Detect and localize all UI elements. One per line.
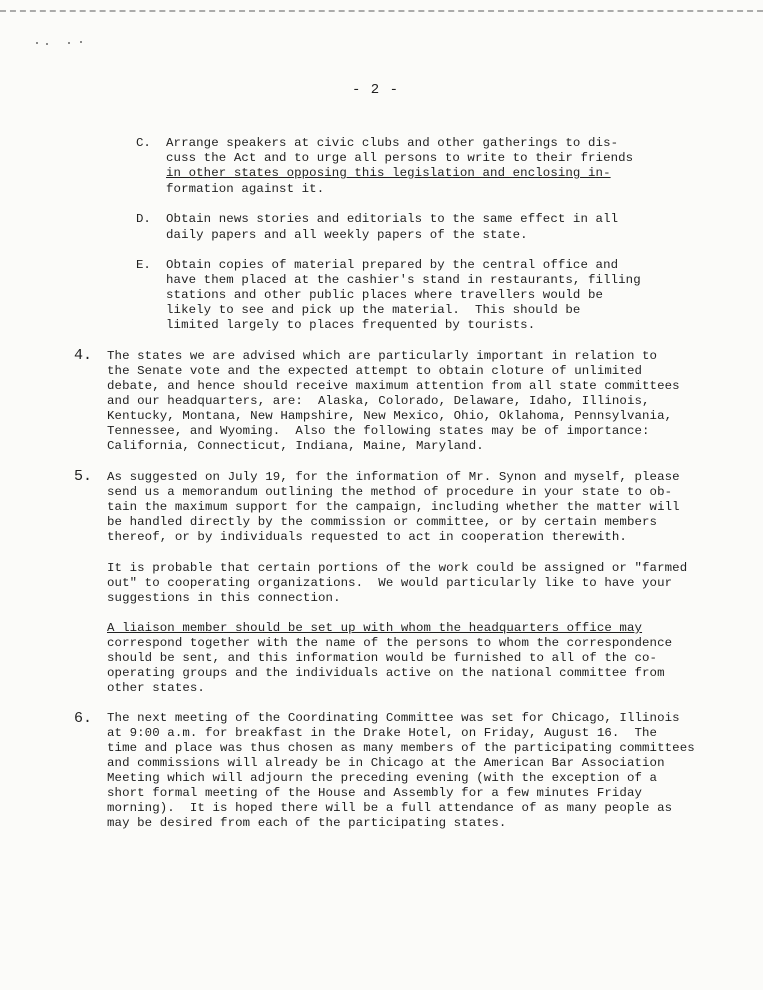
text-line: may be desired from each of the participating states. [107,816,507,830]
text-line: in other states opposing this legislation and enclosing in- [166,166,611,180]
text-line: have them placed at the cashier's stand in restaurants, filling [166,273,641,287]
text-line: Obtain news stories and editorials to the same effect in all [166,212,619,226]
text-line: limited largely to places frequented by tourists. [166,318,536,332]
text-line: It is probable that certain portions of the work could be assigned or "farmed [107,561,688,575]
text-line: send us a memorandum outlining the method of procedure in your state to ob- [107,485,673,499]
scan-speck [68,42,70,44]
scan-speck [80,41,82,43]
text-line: tain the maximum support for the campaign, including whether the matter will [107,500,680,514]
text-line: stations and other public places where travellers would be [166,288,604,302]
scan-speck [46,43,48,45]
text-line: Obtain copies of material prepared by the central office and [166,258,619,272]
item-number: 5. [74,468,93,485]
text-line: the Senate vote and the expected attempt to obtain cloture of unlimited [107,364,643,378]
item-marker: D. [136,212,151,226]
text-line: cuss the Act and to urge all persons to write to their friends [166,151,634,165]
text-line: correspond together with the name of the persons to whom the correspondence [107,636,673,650]
text-line: debate, and hence should receive maximum attention from all state committees [107,379,680,393]
text-line: likely to see and pick up the material. This should be [166,303,581,317]
text-line: suggestions in this connection. [107,591,341,605]
text-line: time and place was thus chosen as many members of the participating committees [107,741,695,755]
page-number: - 2 - [352,82,400,98]
text-line: Arrange speakers at civic clubs and other gatherings to dis- [166,136,619,150]
item-marker: E. [136,258,151,272]
text-line: and our headquarters, are: Alaska, Colorado, Delaware, Idaho, Illinois, [107,394,650,408]
text-line: at 9:00 a.m. for breakfast in the Drake Hotel, on Friday, August 16. The [107,726,658,740]
text-line: thereof, or by individuals requested to act in cooperation therewith. [107,530,627,544]
text-line: A liaison member should be set up with whom the headquarters office may [107,621,643,635]
text-line: Meeting which will adjourn the preceding evening (with the exception of a [107,771,658,785]
text-line: Kentucky, Montana, New Hampshire, New Mexico, Ohio, Oklahoma, Pennsylvania, [107,409,673,423]
text-line: California, Connecticut, Indiana, Maine, Maryland. [107,439,484,453]
text-line: be handled directly by the commission or committee, or by certain members [107,515,658,529]
text-line: formation against it. [166,182,325,196]
text-line: The states we are advised which are particularly important in relation to [107,349,658,363]
text-line: should be sent, and this information would be furnished to all of the co- [107,651,658,665]
page-top-edge [0,0,763,12]
text-line: morning). It is hoped there will be a full attendance of as many people as [107,801,673,815]
item-number: 6. [74,710,93,727]
text-line: daily papers and all weekly papers of the state. [166,228,528,242]
text-line: As suggested on July 19, for the information of Mr. Synon and myself, please [107,470,680,484]
text-line: other states. [107,681,205,695]
text-line: short formal meeting of the House and Assembly for a few minutes Friday [107,786,643,800]
item-marker: C. [136,136,151,150]
text-line: operating groups and the individuals active on the national committee from [107,666,665,680]
text-line: out" to cooperating organizations. We would particularly like to have your [107,576,673,590]
text-line: Tennessee, and Wyoming. Also the following states may be of importance: [107,424,650,438]
text-line: and commissions will already be in Chicago at the American Bar Association [107,756,665,770]
item-number: 4. [74,347,93,364]
scan-speck [36,42,38,44]
text-line: The next meeting of the Coordinating Committee was set for Chicago, Illinois [107,711,680,725]
